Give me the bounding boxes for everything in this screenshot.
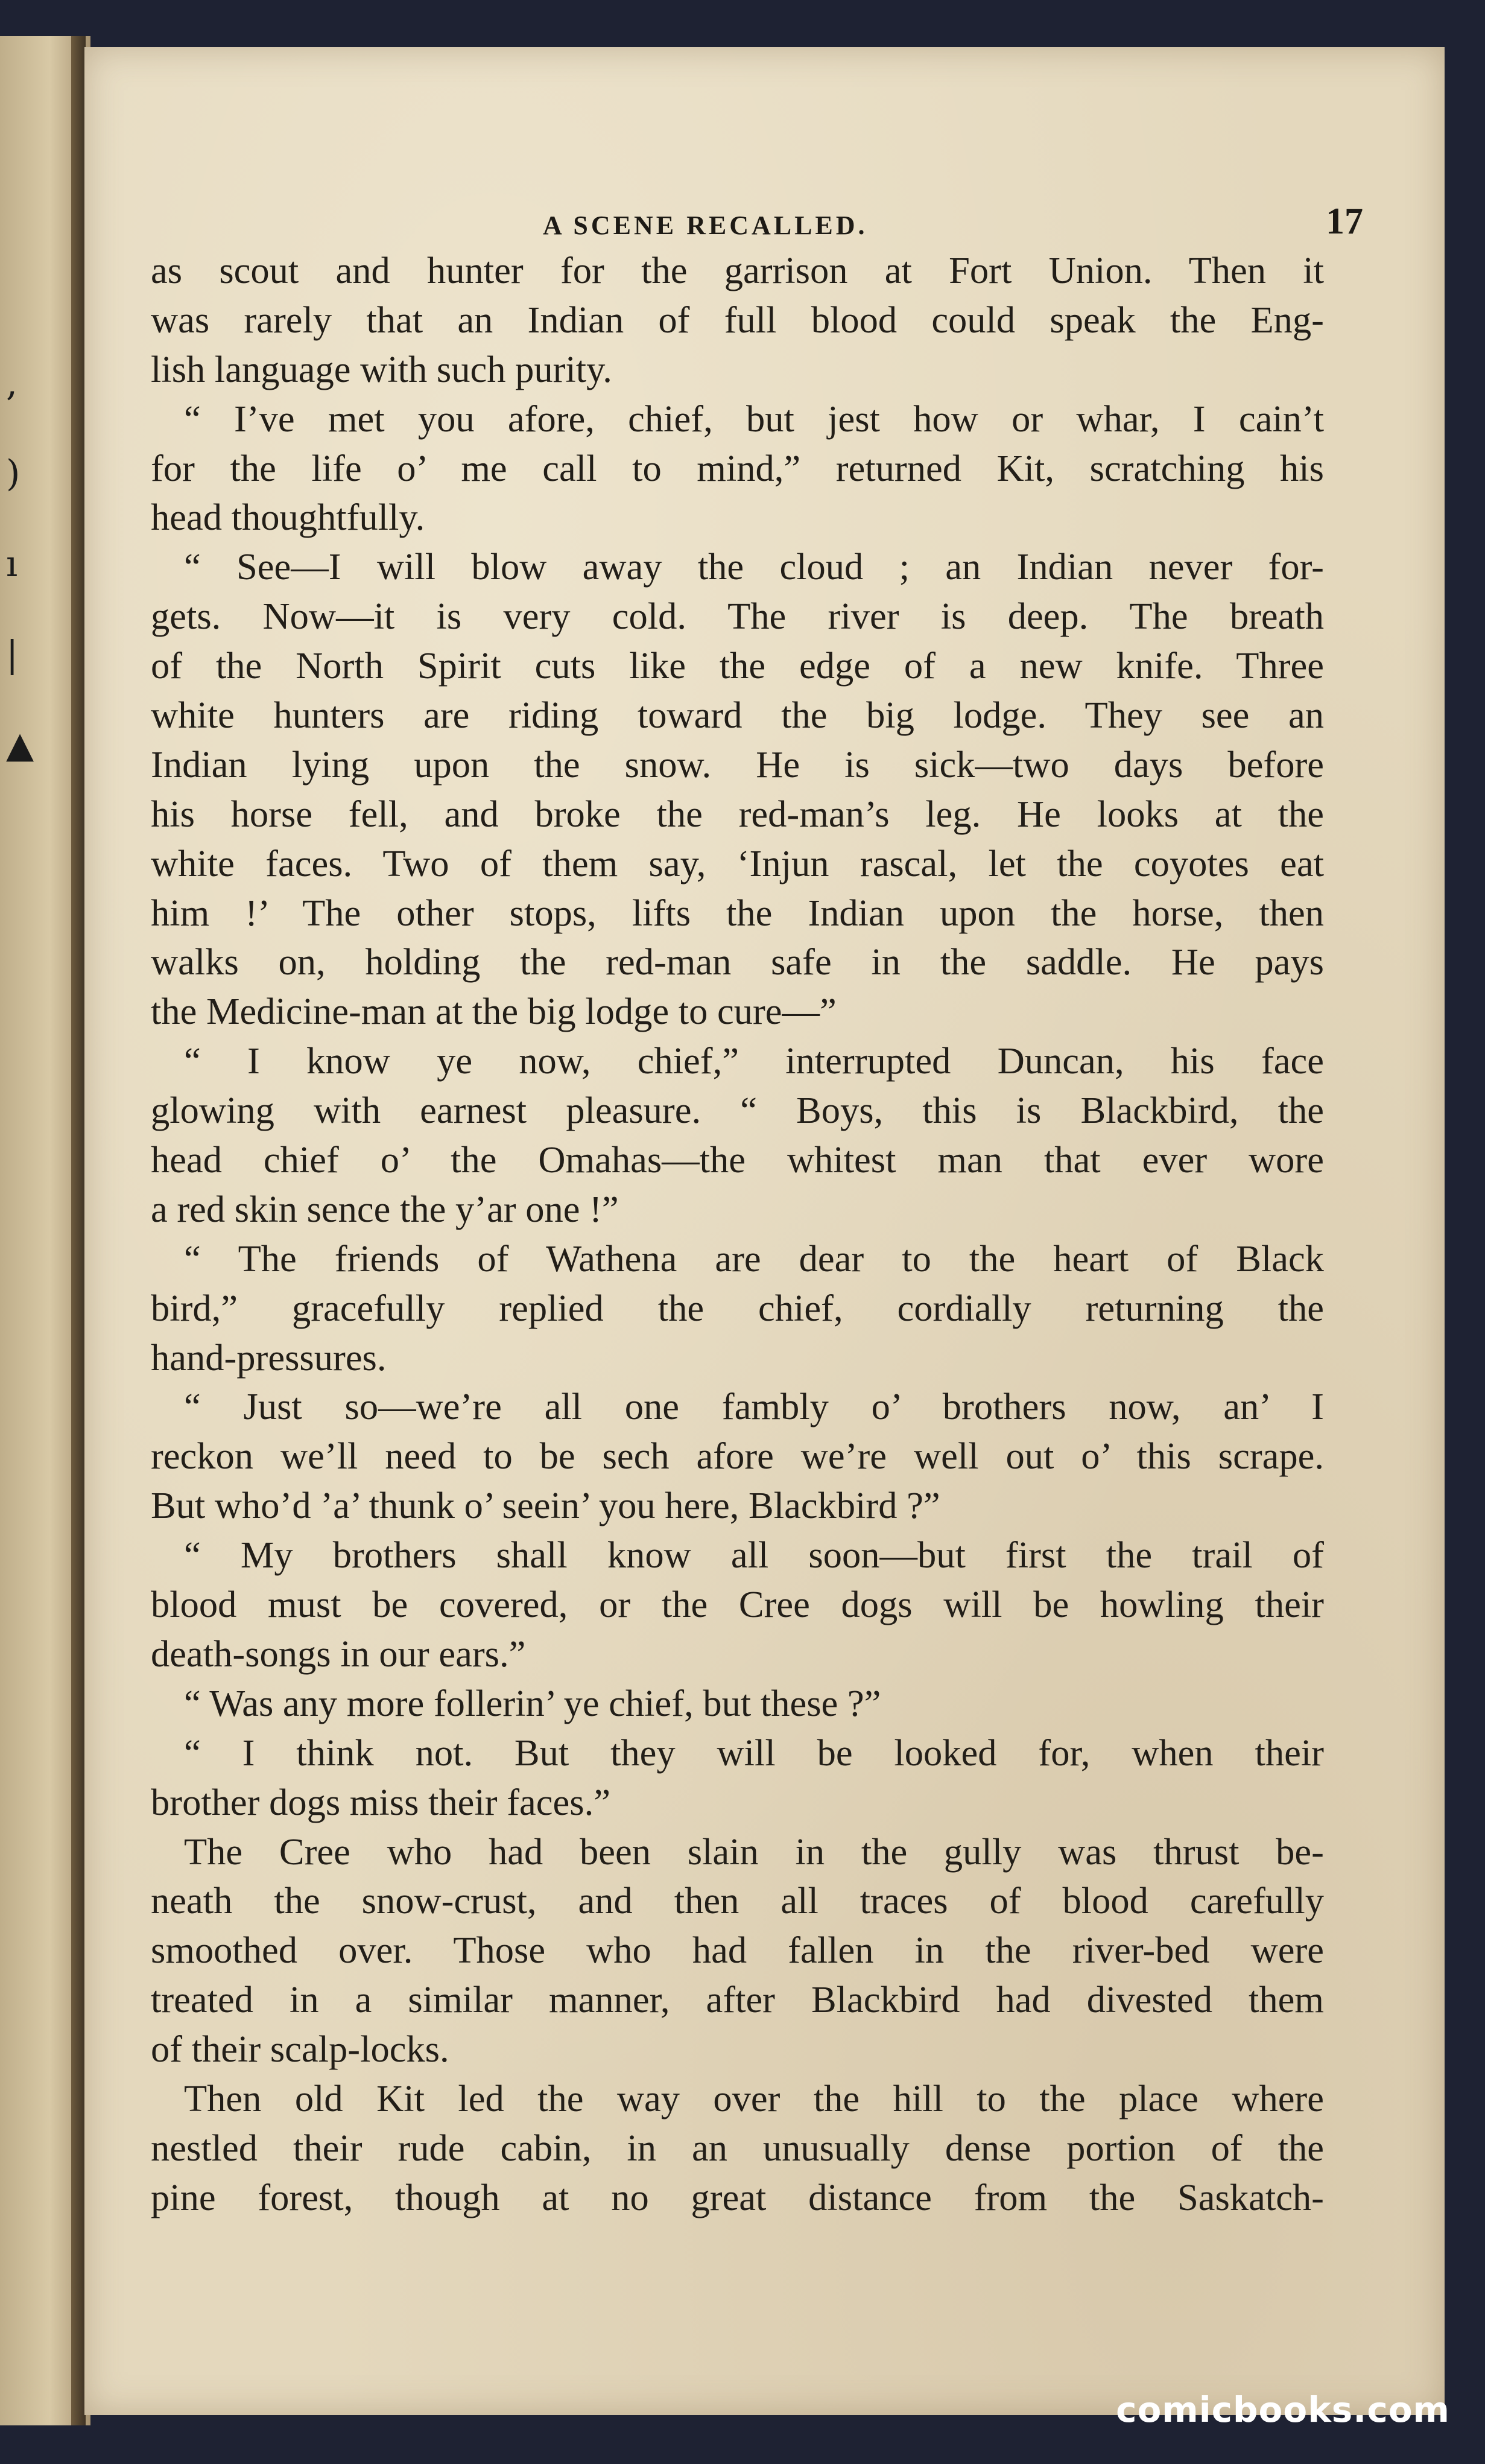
- text-line: gets. Now—it is very cold. The river is deep. The breath: [151, 595, 1324, 638]
- text-line: nestled their rude cabin, in an unusually dense portion of the: [151, 2126, 1324, 2169]
- text-line: a red skin sence the y’ar one !”: [151, 1187, 619, 1230]
- text-line: “ Was any more follerin’ ye chief, but these ?”: [184, 1681, 881, 1724]
- text-line: neath the snow-crust, and then all traces of blood carefully: [151, 1879, 1324, 1922]
- text-line: head chief o’ the Omahas—the whitest man that ever wore: [151, 1138, 1324, 1181]
- text-line: “ I think not. But they will be looked for, when their: [184, 1731, 1324, 1774]
- text-line: death-songs in our ears.”: [151, 1632, 526, 1675]
- text-line: brother dogs miss their faces.”: [151, 1780, 610, 1823]
- book-page: [84, 47, 1445, 2415]
- text-line: But who’d ’a’ thunk o’ seein’ you here, Blackbird ?”: [151, 1484, 940, 1527]
- text-line: the Medicine-man at the big lodge to cure—”: [151, 990, 837, 1033]
- text-line: reckon we’ll need to be sech afore we’re well out o’ this scrape.: [151, 1435, 1324, 1478]
- text-line: smoothed over. Those who had fallen in the river-bed were: [151, 1929, 1324, 1972]
- text-line: as scout and hunter for the garrison at Fort Union. Then it: [151, 249, 1324, 291]
- text-line: treated in a similar manner, after Blackbird had divested them: [151, 1978, 1324, 2021]
- text-line: “ The friends of Wathena are dear to the heart of Black: [184, 1237, 1324, 1280]
- text-line: hand-pressures.: [151, 1336, 387, 1379]
- text-line: was rarely that an Indian of full blood could speak the Eng-: [151, 298, 1324, 341]
- text-line: for the life o’ me call to mind,” returned Kit, scratching his: [151, 446, 1324, 489]
- facing-page-marks: , ) ı | ▲: [6, 362, 34, 766]
- text-line: walks on, holding the red-man safe in the saddle. He pays: [151, 941, 1324, 983]
- body-text: [151, 246, 1324, 2322]
- text-line: him !’ The other stops, lifts the Indian upon the horse, then: [151, 891, 1324, 934]
- watermark: comicbooks.com: [1116, 2389, 1450, 2430]
- text-line: glowing with earnest pleasure. “ Boys, this is Blackbird, the: [151, 1089, 1324, 1132]
- book-gutter: [71, 36, 86, 2425]
- text-line: white faces. Two of them say, ‘Injun rascal, let the coyotes eat: [151, 842, 1324, 884]
- running-head: A SCENE RECALLED.: [543, 211, 868, 240]
- text-line: “ See—I will blow away the cloud ; an Indian never for-: [184, 545, 1324, 588]
- text-line: of their scalp-locks.: [151, 2028, 449, 2071]
- text-line: white hunters are riding toward the big lodge. They see an: [151, 694, 1324, 737]
- text-line: blood must be covered, or the Cree dogs will be howling their: [151, 1583, 1324, 1626]
- page-header: [84, 162, 1445, 242]
- text-line: Indian lying upon the snow. He is sick—two days before: [151, 743, 1324, 786]
- text-line: “ I’ve met you afore, chief, but jest how or whar, I cain’t: [184, 397, 1324, 440]
- text-line: head thoughtfully.: [151, 496, 425, 539]
- text-line: The Cree who had been slain in the gully was thrust be-: [184, 1830, 1324, 1873]
- text-line: lish language with such purity.: [151, 348, 612, 390]
- text-line: pine forest, though at no great distance from the Saskatch-: [151, 2176, 1324, 2218]
- page-number: 17: [1326, 201, 1363, 242]
- text-line: “ Just so—we’re all one fambly o’ brothers now, an’ I: [184, 1385, 1324, 1428]
- text-line: “ My brothers shall know all soon—but first the trail of: [184, 1534, 1324, 1577]
- text-line: “ I know ye now, chief,” interrupted Duncan, his face: [184, 1040, 1324, 1082]
- text-line: his horse fell, and broke the red-man’s leg. He looks at the: [151, 792, 1324, 835]
- text-line: Then old Kit led the way over the hill to the place where: [184, 2077, 1324, 2119]
- text-line: bird,” gracefully replied the chief, cordially returning the: [151, 1286, 1324, 1329]
- text-line: of the North Spirit cuts like the edge of a new knife. Three: [151, 644, 1324, 687]
